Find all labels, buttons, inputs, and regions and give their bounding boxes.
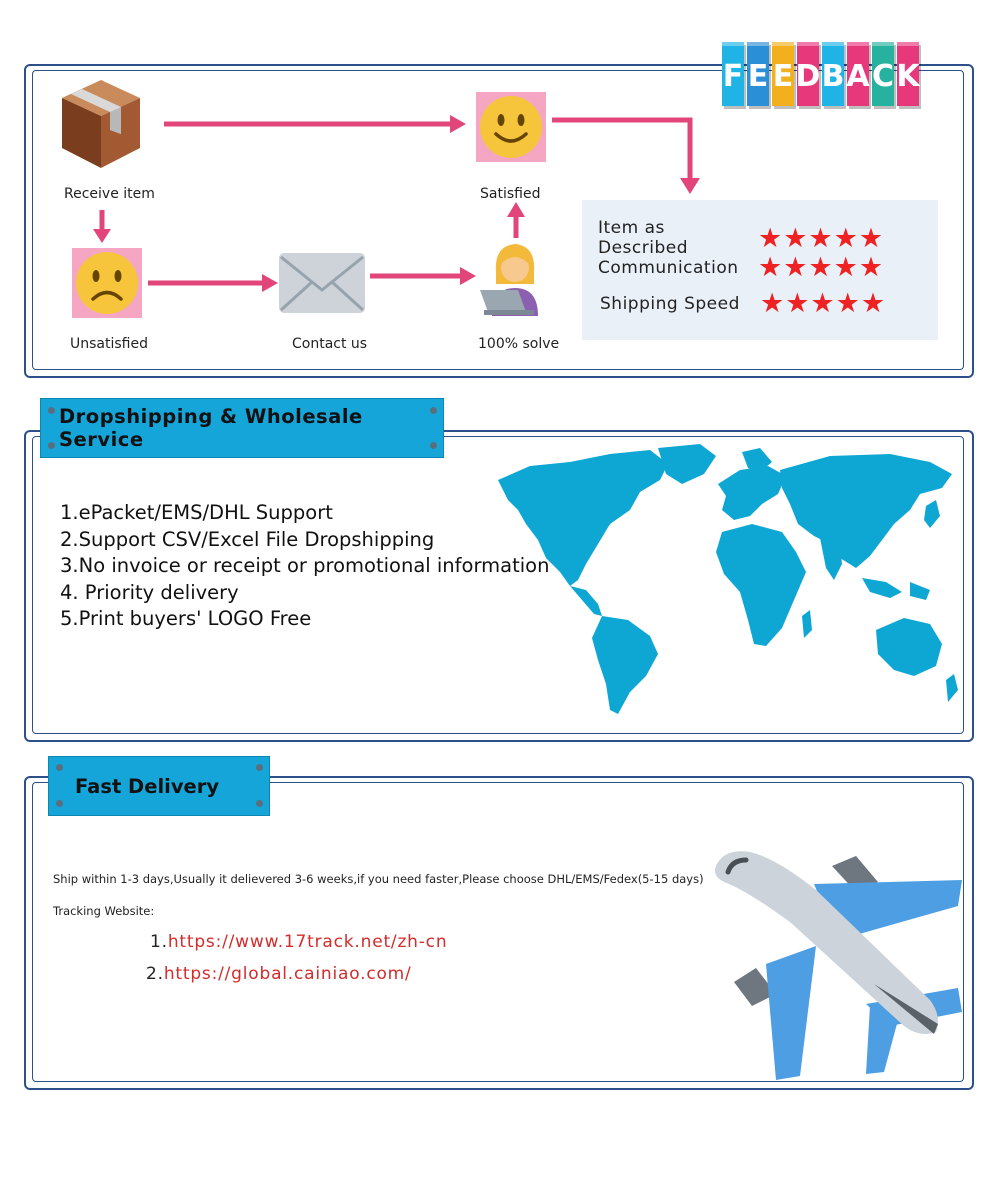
tracking-link-row — [146, 964, 412, 984]
airplane-icon — [706, 844, 968, 1084]
dropshipping-tag — [40, 398, 444, 458]
rivet — [48, 407, 55, 414]
tracking-label: Tracking Website: — [53, 904, 155, 918]
rivet — [256, 800, 263, 807]
rating-label: Communication — [598, 257, 739, 278]
rivet — [430, 407, 437, 414]
service-item: 4. Priority delivery — [60, 580, 239, 604]
rating-row — [598, 254, 884, 281]
rivet — [430, 442, 437, 449]
feedback-letter: K — [897, 42, 919, 106]
dropshipping-title: Dropshipping & Wholesale Service — [59, 405, 363, 451]
delivery-tag — [48, 756, 270, 816]
rating-label: Item as Described — [598, 218, 689, 258]
rivet — [56, 764, 63, 771]
feedback-letter: E — [747, 42, 769, 106]
receive-item-label: Receive item — [64, 186, 155, 202]
rating-label: Shipping Speed — [600, 293, 740, 314]
contact-us-label: Contact us — [292, 336, 368, 352]
rivet — [256, 764, 263, 771]
feedback-letter: C — [872, 42, 894, 106]
rating-row — [600, 290, 886, 317]
feedback-letter: D — [797, 42, 819, 106]
link-number: 1. — [150, 932, 168, 952]
rivet — [56, 800, 63, 807]
shipping-info-text: Ship within 1-3 days,Usually it delievered 3-6 weeks,if you need faster,Please choose DHL/EMS/Fedex(5-15 days) — [53, 872, 704, 886]
feedback-letter: F — [722, 42, 744, 106]
service-list — [60, 500, 549, 633]
solve-label: 100% solve — [478, 336, 560, 352]
tracking-link-17track[interactable]: https://www.17track.net/zh-cn — [167, 932, 448, 952]
service-item: 3.No invoice or receipt or promotional information — [60, 554, 550, 577]
service-item: 2.Support CSV/Excel File Dropshipping — [60, 527, 435, 551]
feedback-letter: B — [822, 42, 844, 106]
unsatisfied-label: Unsatisfied — [70, 336, 148, 352]
tracking-link-cainiao[interactable]: https://global.cainiao.com/ — [163, 964, 412, 984]
world-map-icon — [490, 440, 960, 722]
satisfied-label: Satisfied — [480, 186, 541, 202]
rivet — [48, 442, 55, 449]
service-item: 1.ePacket/EMS/DHL Support — [60, 501, 333, 524]
link-number: 2. — [146, 964, 164, 984]
star-rating: ★★★★★ — [758, 252, 885, 283]
star-rating: ★★★★★ — [760, 288, 887, 319]
ratings-panel — [582, 200, 938, 340]
tracking-link-row — [150, 932, 447, 952]
star-rating: ★★★★★ — [758, 222, 885, 254]
service-item: 5.Print buyers' LOGO Free — [60, 607, 312, 630]
feedback-letter: E — [772, 42, 794, 106]
feedback-letter: A — [847, 42, 869, 106]
delivery-title: Fast Delivery — [75, 774, 220, 798]
